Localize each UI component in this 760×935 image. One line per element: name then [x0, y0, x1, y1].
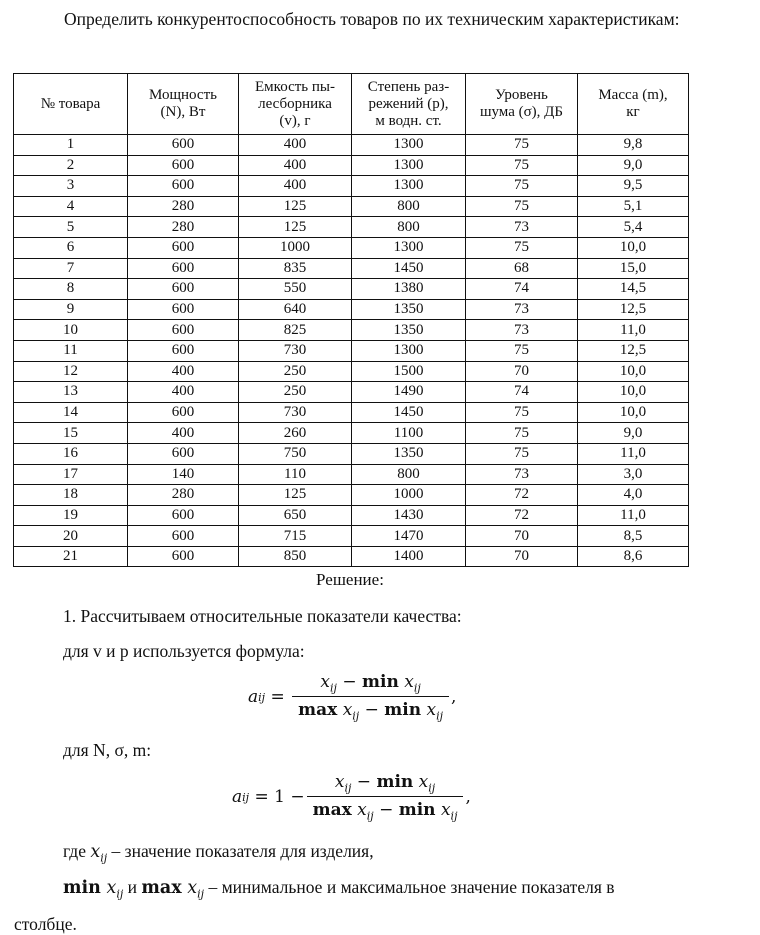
- table-cell: 9: [14, 299, 128, 320]
- table-cell: 600: [128, 443, 239, 464]
- table-cell: 5: [14, 217, 128, 238]
- table-cell: 400: [128, 423, 239, 444]
- table-cell: 650: [239, 505, 352, 526]
- table-cell: 1300: [352, 237, 466, 258]
- characteristics-table: [13, 73, 689, 567]
- table-cell: 3: [14, 176, 128, 197]
- table-cell: 15: [14, 423, 128, 444]
- table-cell: 1300: [352, 155, 466, 176]
- table-cell: 14: [14, 402, 128, 423]
- table-cell: 75: [466, 135, 578, 156]
- table-cell: 4,0: [578, 485, 689, 506]
- table-cell: 11,0: [578, 320, 689, 341]
- table-cell: 7: [14, 258, 128, 279]
- table-cell: 730: [239, 340, 352, 361]
- table-row: [14, 382, 689, 403]
- table-cell: 1380: [352, 279, 466, 300]
- table-header-row: [14, 74, 689, 135]
- table-cell: 16: [14, 443, 128, 464]
- table-cell: 12,5: [578, 340, 689, 361]
- table-cell: 14,5: [578, 279, 689, 300]
- table-cell: 8,5: [578, 526, 689, 547]
- table-cell: 280: [128, 217, 239, 238]
- table-cell: 730: [239, 402, 352, 423]
- table-cell: 74: [466, 382, 578, 403]
- table-cell: 125: [239, 217, 352, 238]
- table-cell: 600: [128, 176, 239, 197]
- table-cell: 9,0: [578, 423, 689, 444]
- where-description: – значение показателя для изделия,: [107, 841, 374, 861]
- table-cell: 70: [466, 361, 578, 382]
- table-cell: 715: [239, 526, 352, 547]
- table-cell: 400: [128, 361, 239, 382]
- table-cell: 10,0: [578, 237, 689, 258]
- table-cell: 75: [466, 443, 578, 464]
- table-row: [14, 402, 689, 423]
- table-row: [14, 135, 689, 156]
- table-cell: 1470: [352, 526, 466, 547]
- table-cell: 1490: [352, 382, 466, 403]
- intro-paragraph: Определить конкурентоспособность товаров по их техническим характеристикам:: [64, 9, 680, 29]
- table-row: [14, 279, 689, 300]
- table-cell: 140: [128, 464, 239, 485]
- table-cell: 10: [14, 320, 128, 341]
- table-cell: 11,0: [578, 505, 689, 526]
- table-cell: 1350: [352, 299, 466, 320]
- header-dust-capacity: Емкость пы- лесборника (v), г: [239, 74, 352, 135]
- table-cell: 800: [352, 196, 466, 217]
- table-row: [14, 526, 689, 547]
- table-cell: 72: [466, 505, 578, 526]
- table-cell: 600: [128, 505, 239, 526]
- table-cell: 400: [239, 176, 352, 197]
- table-cell: 75: [466, 402, 578, 423]
- table-cell: 5,1: [578, 196, 689, 217]
- table-cell: 75: [466, 340, 578, 361]
- table-cell: 1450: [352, 402, 466, 423]
- table-cell: 20: [14, 526, 128, 547]
- table-cell: 9,5: [578, 176, 689, 197]
- table-cell: 11: [14, 340, 128, 361]
- table-cell: 260: [239, 423, 352, 444]
- table-row: [14, 299, 689, 320]
- table-cell: 4: [14, 196, 128, 217]
- step1-text: 1. Рассчитываем относительные показатели качества:: [63, 606, 462, 626]
- min-symbol: $\min x_{ij}$: [63, 878, 124, 901]
- table-cell: 800: [352, 464, 466, 485]
- table-cell: 1350: [352, 443, 466, 464]
- x-ij-symbol: $x_{ij}$: [90, 842, 108, 865]
- table-cell: 9,0: [578, 155, 689, 176]
- table-cell: 600: [128, 402, 239, 423]
- table-cell: 75: [466, 423, 578, 444]
- table-cell: 250: [239, 361, 352, 382]
- and-word: и: [123, 877, 142, 897]
- formula-2: a ij = 1 − $\frac{x_{ij} - \min x_{ij}}{\max x_{ij} - \min x_{ij}}$ ,: [232, 772, 471, 823]
- table-cell: 1300: [352, 340, 466, 361]
- table-cell: 280: [128, 485, 239, 506]
- table-cell: 73: [466, 464, 578, 485]
- table-cell: 8,6: [578, 546, 689, 567]
- formula2-intro: для N, σ, m:: [63, 740, 152, 760]
- table-cell: 21: [14, 546, 128, 567]
- header-noise: Уровень шума (σ), ДБ: [466, 74, 578, 135]
- table-cell: 835: [239, 258, 352, 279]
- table-cell: 1000: [352, 485, 466, 506]
- table-cell: 70: [466, 546, 578, 567]
- table-row: [14, 546, 689, 567]
- table-cell: 550: [239, 279, 352, 300]
- where-word: где: [63, 841, 86, 861]
- table-row: [14, 258, 689, 279]
- table-cell: 125: [239, 485, 352, 506]
- table-cell: 600: [128, 546, 239, 567]
- table-row: [14, 443, 689, 464]
- table-cell: 5,4: [578, 217, 689, 238]
- table-cell: 600: [128, 155, 239, 176]
- table-cell: 75: [466, 196, 578, 217]
- table-row: [14, 196, 689, 217]
- table-row: [14, 155, 689, 176]
- table-cell: 1500: [352, 361, 466, 382]
- table-cell: 15,0: [578, 258, 689, 279]
- table-cell: 70: [466, 526, 578, 547]
- max-symbol: $\max x_{ij}$: [141, 878, 205, 901]
- table-cell: 6: [14, 237, 128, 258]
- table-cell: 600: [128, 299, 239, 320]
- table-cell: 74: [466, 279, 578, 300]
- table-cell: 600: [128, 526, 239, 547]
- table-cell: 110: [239, 464, 352, 485]
- table-cell: 1350: [352, 320, 466, 341]
- table-cell: 400: [128, 382, 239, 403]
- header-mass: Масса (m), кг: [578, 74, 689, 135]
- table-row: [14, 505, 689, 526]
- minmax-description: – минимальное и максимальное значение показателя в: [204, 877, 615, 897]
- last-line: столбце.: [14, 914, 77, 934]
- table-cell: 75: [466, 176, 578, 197]
- table-cell: 18: [14, 485, 128, 506]
- table-cell: 9,8: [578, 135, 689, 156]
- header-vacuum: Степень раз- режений (р), м водн. ст.: [352, 74, 466, 135]
- table-row: [14, 320, 689, 341]
- table-cell: 600: [128, 237, 239, 258]
- table-cell: 1400: [352, 546, 466, 567]
- table-cell: 1430: [352, 505, 466, 526]
- table-cell: 640: [239, 299, 352, 320]
- table-row: [14, 237, 689, 258]
- table-cell: 11,0: [578, 443, 689, 464]
- table-cell: 1450: [352, 258, 466, 279]
- where-line: [63, 841, 374, 865]
- table-cell: 72: [466, 485, 578, 506]
- table-cell: 75: [466, 237, 578, 258]
- formula1-intro: для v и р используется формула:: [63, 641, 305, 661]
- table-row: [14, 217, 689, 238]
- table-cell: 1300: [352, 135, 466, 156]
- table-row: [14, 464, 689, 485]
- table-cell: 125: [239, 196, 352, 217]
- table-cell: 12: [14, 361, 128, 382]
- table-cell: 3,0: [578, 464, 689, 485]
- table-row: [14, 361, 689, 382]
- table-cell: 400: [239, 135, 352, 156]
- table-cell: 10,0: [578, 382, 689, 403]
- table-cell: 850: [239, 546, 352, 567]
- table-cell: 400: [239, 155, 352, 176]
- table-cell: 600: [128, 279, 239, 300]
- table-cell: 17: [14, 464, 128, 485]
- table-row: [14, 485, 689, 506]
- table-cell: 19: [14, 505, 128, 526]
- table-row: [14, 176, 689, 197]
- table-cell: 250: [239, 382, 352, 403]
- table-cell: 280: [128, 196, 239, 217]
- header-item-number: № товара: [14, 74, 128, 135]
- table-body: [14, 135, 689, 567]
- table-cell: 800: [352, 217, 466, 238]
- table-cell: 68: [466, 258, 578, 279]
- table-cell: 1100: [352, 423, 466, 444]
- table-row: [14, 340, 689, 361]
- table-cell: 1000: [239, 237, 352, 258]
- table-cell: 600: [128, 258, 239, 279]
- table-cell: 73: [466, 320, 578, 341]
- header-power: Мощность (N), Вт: [128, 74, 239, 135]
- table-cell: 8: [14, 279, 128, 300]
- table-cell: 1300: [352, 176, 466, 197]
- table-cell: 73: [466, 217, 578, 238]
- table-row: [14, 423, 689, 444]
- table-cell: 600: [128, 340, 239, 361]
- solution-title: Решение:: [316, 570, 384, 589]
- formula-1: a ij = $\frac{x_{ij} - \min x_{ij}}{\max x_{ij} - \min x_{ij}}$ ,: [248, 672, 457, 723]
- minmax-line: [63, 877, 615, 901]
- table-cell: 75: [466, 155, 578, 176]
- table-cell: 13: [14, 382, 128, 403]
- table-cell: 73: [466, 299, 578, 320]
- table-cell: 825: [239, 320, 352, 341]
- table-cell: 750: [239, 443, 352, 464]
- table-cell: 2: [14, 155, 128, 176]
- table-cell: 600: [128, 135, 239, 156]
- table-cell: 10,0: [578, 402, 689, 423]
- table-cell: 600: [128, 320, 239, 341]
- table-cell: 10,0: [578, 361, 689, 382]
- table-cell: 1: [14, 135, 128, 156]
- table-cell: 12,5: [578, 299, 689, 320]
